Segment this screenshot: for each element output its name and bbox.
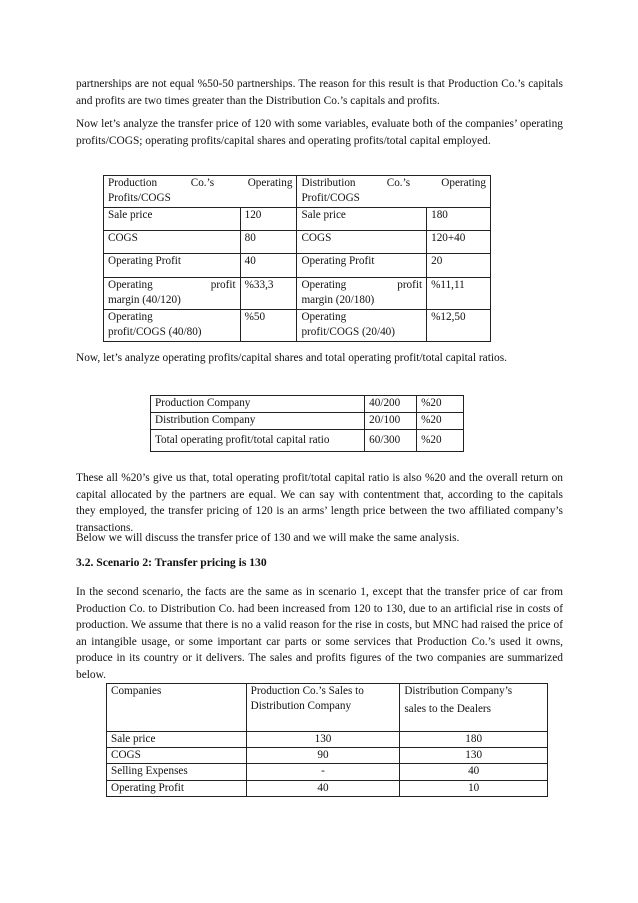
table-cell (297, 176, 491, 208)
header-text: Co.’s (190, 177, 215, 189)
table-cell: %20 (417, 396, 464, 413)
header-text: Distribution Company (250, 700, 352, 713)
table-row (104, 278, 491, 310)
cell-text: profit/COGS (40/80) (108, 326, 202, 339)
table-cell (104, 278, 241, 310)
table-cell: 130 (246, 732, 400, 748)
table-cell: %12,50 (427, 310, 491, 342)
paragraph-capital-ratios: Now, let’s analyze operating profits/capital shares and total operating profit/total capital ratios. (76, 352, 508, 364)
table-cell: Total operating profit/total capital ratio (151, 430, 365, 452)
table-cell: %33,3 (240, 278, 297, 310)
table-cell: 180 (400, 732, 548, 748)
table-cell: %20 (417, 413, 464, 430)
table-cell: 20 (427, 254, 491, 278)
table-cell: %11,11 (427, 278, 491, 310)
table-cell: 40 (240, 254, 297, 278)
header-text: Profits/COGS (108, 192, 171, 205)
header-text: Production Co.’s Sales to (250, 685, 364, 697)
table-cell: 40 (246, 780, 400, 796)
table-cell: 80 (240, 231, 297, 254)
capital-ratio-table (150, 395, 464, 452)
table-row (107, 732, 548, 748)
table-row (151, 396, 464, 413)
table-cell: Production Company (151, 396, 365, 413)
table-cell: 120+40 (427, 231, 491, 254)
table-row (104, 208, 491, 231)
table-cell: Companies (107, 684, 247, 732)
table-cell: Operating Profit (297, 254, 427, 278)
table-row (107, 764, 548, 780)
table-cell (400, 684, 548, 732)
header-text: Distribution (301, 177, 356, 189)
cell-text: margin (20/180) (301, 294, 375, 307)
table-cell: 40/200 (365, 396, 417, 413)
table-cell (104, 176, 297, 208)
table-row (107, 748, 548, 764)
header-text: Distribution Company’s (404, 685, 513, 697)
sales-profit-table (106, 683, 548, 797)
header-text: Co.’s (386, 177, 411, 189)
table-cell: COGS (107, 748, 247, 764)
table-cell: COGS (104, 231, 241, 254)
header-text: Profit/COGS (301, 192, 360, 205)
paragraph-scenario-2: In the second scenario, the facts are the same as in scenario 1, except that the transfer price of car from Production Co. to Distribution Co. had been increased from 120 to 130, due to an artificial rise in costs of production. We assume that there is no a valid reason for the rise in costs, but MNC had raised the price of an intangible usage, or some important car parts or some services that Production Co.’s used it owns, produce in its country or it delivers. The sales and profits figures of the two companies are summarized below. (76, 586, 563, 681)
table-row (107, 780, 548, 796)
table-row (151, 413, 464, 430)
paragraph-conclusion: These all %20’s give us that, total operating profit/total capital ratio is also %20 and the overall return on capital allocated by the partners are equal. We can say with contentment that, according to the capitals they employed, the transfer pricing of 120 is an arms’ length price between the two affiliated company’s transactions. (76, 472, 563, 534)
cell-text: Operating (301, 311, 347, 323)
table-row (151, 430, 464, 452)
table-row (104, 254, 491, 278)
table-cell: 180 (427, 208, 491, 231)
table-cell: 60/300 (365, 430, 417, 452)
table-cell (297, 278, 427, 310)
cell-text: profit/COGS (20/40) (301, 326, 395, 339)
cell-text: profit (210, 279, 236, 291)
header-text: Production (108, 177, 158, 189)
cell-text: Operating (301, 279, 347, 291)
table-cell: Sale price (107, 732, 247, 748)
table-cell: 10 (400, 780, 548, 796)
cell-text: profit (397, 279, 423, 291)
table-cell: Selling Expenses (107, 764, 247, 780)
table-cell: - (246, 764, 400, 780)
table-cell: Operating Profit (107, 780, 247, 796)
table-cell: 40 (400, 764, 548, 780)
table-cell: 130 (400, 748, 548, 764)
cell-text: margin (40/120) (108, 294, 181, 307)
table-cell: Distribution Company (151, 413, 365, 430)
profit-cogs-table (103, 175, 491, 342)
table-row (104, 231, 491, 254)
table-cell: COGS (297, 231, 427, 254)
header-text: Operating (441, 177, 486, 189)
paragraph-analyze-120: Now let’s analyze the transfer price of 120 with some variables, evaluate both of the companies’ operating profits/COGS; operating profits/capital shares and operating profits/total capital employed. (76, 118, 563, 147)
table-cell: Sale price (297, 208, 427, 231)
table-cell: 20/100 (365, 413, 417, 430)
header-text: sales to the Dealers (404, 703, 491, 716)
table-row (107, 684, 548, 732)
table-cell (246, 684, 400, 732)
table-row (104, 176, 491, 208)
table-row (104, 310, 491, 342)
table-cell (104, 310, 241, 342)
cell-text: Operating (108, 279, 153, 291)
cell-text: Operating (108, 311, 153, 323)
table-cell: 120 (240, 208, 297, 231)
paragraph-partnerships: partnerships are not equal %50-50 partnerships. The reason for this result is that Production Co.’s capitals and profits are two times greater than the Distribution Co.’s capitals and profits. (76, 78, 563, 107)
section-heading: 3.2. Scenario 2: Transfer pricing is 130 (76, 556, 267, 569)
paragraph-below: Below we will discuss the transfer price of 130 and we will make the same analysis. (76, 532, 460, 544)
table-cell: 90 (246, 748, 400, 764)
table-cell: Operating Profit (104, 254, 241, 278)
table-cell (297, 310, 427, 342)
table-cell: %20 (417, 430, 464, 452)
table-cell: Sale price (104, 208, 241, 231)
header-text: Operating (247, 177, 293, 189)
table-cell: %50 (240, 310, 297, 342)
